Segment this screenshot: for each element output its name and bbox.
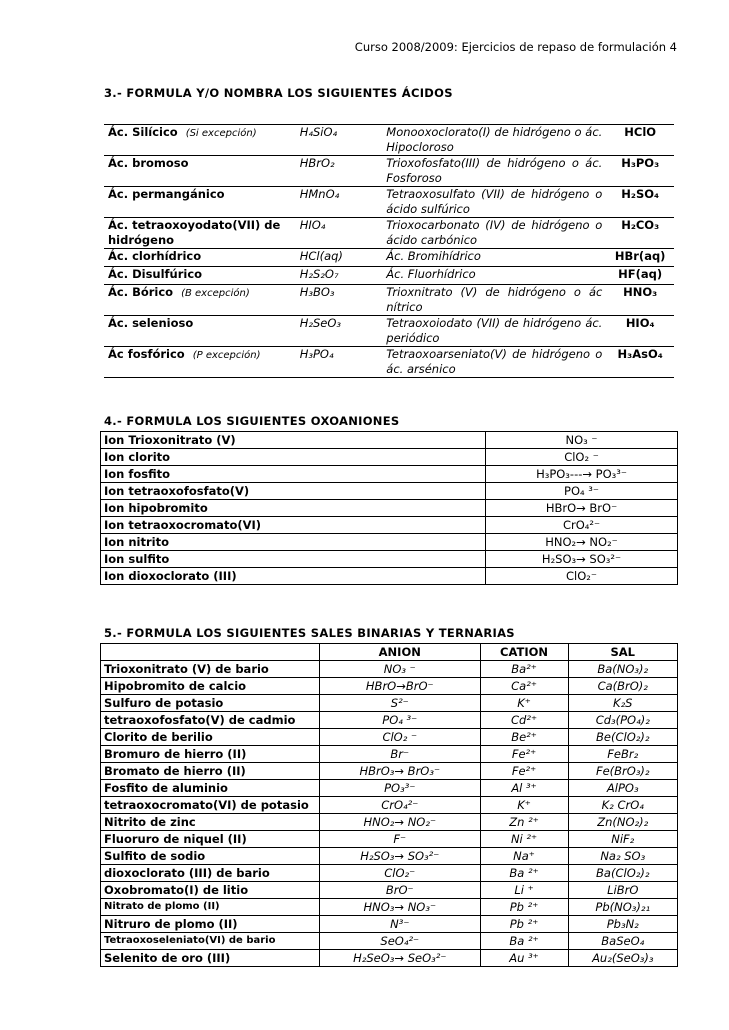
table-row: [101, 729, 678, 746]
exception-note: (P excepción): [192, 350, 261, 361]
ion-formula: HNO₂→ NO₂⁻: [486, 534, 678, 551]
section-5-title: 5.- FORMULA LOS SIGUIENTES SALES BINARIAS Y TERNARIAS: [104, 626, 515, 640]
anion-cell: PO₃³⁻: [320, 780, 481, 797]
acid-formula-2: H₃AsO₄: [617, 347, 663, 361]
acid-name: [104, 285, 296, 316]
acid-name-2: Tetraoxoarseniato(V) de hidrógeno o ác. arsénico: [386, 347, 603, 376]
salt-name: Bromato de hierro (II): [101, 763, 320, 780]
exception-note: (B excepción): [181, 288, 250, 299]
anion-cell: S²⁻: [320, 695, 481, 712]
table-row: [101, 678, 678, 695]
acid-formula-2: HIO₄: [625, 316, 655, 330]
table-row: [104, 187, 674, 218]
sal-cell: LiBrO: [568, 882, 677, 899]
acid-name: [104, 156, 296, 187]
table-row: [101, 865, 678, 882]
acid-name: [104, 249, 296, 267]
ion-name: Ion Trioxonitrato (V): [101, 432, 486, 449]
table-row: [101, 500, 678, 517]
table-row: [101, 831, 678, 848]
salt-name: Sulfito de sodio: [101, 848, 320, 865]
ion-formula: H₃PO₃---→ PO₃³⁻: [486, 466, 678, 483]
ion-formula: HBrO→ BrO⁻: [486, 500, 678, 517]
table-row: [101, 780, 678, 797]
anion-cell: HBrO₃→ BrO₃⁻: [320, 763, 481, 780]
ion-name: Ion tetraoxocromato(VI): [101, 517, 486, 534]
table-row: [101, 933, 678, 950]
cation-cell: Fe²⁺: [480, 763, 568, 780]
sal-cell: BaSeO₄: [568, 933, 677, 950]
anion-cell: HNO₂→ NO₂⁻: [320, 814, 481, 831]
acid-name-label: Ác. Disulfúrico: [108, 267, 203, 281]
table-row: [101, 517, 678, 534]
salt-name: tetraoxofosfato(V) de cadmio: [101, 712, 320, 729]
ion-formula: ClO₂ ⁻: [486, 449, 678, 466]
sal-cell: Be(ClO₂)₂: [568, 729, 677, 746]
acid-name-label: Ác. tetraoxoyodato(VII) de hidrógeno: [108, 218, 281, 247]
sal-cell: FeBr₂: [568, 746, 677, 763]
sal-cell: Zn(NO₂)₂: [568, 814, 677, 831]
sal-cell: NiF₂: [568, 831, 677, 848]
sal-cell: AlPO₃: [568, 780, 677, 797]
acid-formula: H₂S₂O₇: [299, 267, 339, 281]
table-row: [101, 483, 678, 500]
salt-name: Bromuro de hierro (II): [101, 746, 320, 763]
table-row: [101, 746, 678, 763]
cation-cell: Au ³⁺: [480, 950, 568, 967]
acid-formula-2: H₂SO₄: [621, 187, 660, 201]
table-row: [104, 285, 674, 316]
exception-note: (Si excepción): [185, 128, 257, 139]
acid-name: [104, 187, 296, 218]
page-header: Curso 2008/2009: Ejercicios de repaso de formulación 4: [354, 40, 677, 54]
anion-cell: HBrO→BrO⁻: [320, 678, 481, 695]
cation-cell: Li ⁺: [480, 882, 568, 899]
anion-cell: BrO⁻: [320, 882, 481, 899]
acid-name-label: Ác. bromoso: [108, 156, 189, 170]
table-row: [101, 797, 678, 814]
cation-cell: Al ³⁺: [480, 780, 568, 797]
ion-name: Ion sulfito: [101, 551, 486, 568]
acid-name: [104, 347, 296, 378]
sal-cell: Ca(BrO)₂: [568, 678, 677, 695]
cation-cell: Ba ²⁺: [480, 933, 568, 950]
acid-name-2: Ác. Fluorhídrico: [386, 267, 476, 281]
anion-cell: CrO₄²⁻: [320, 797, 481, 814]
table-row: [101, 432, 678, 449]
acid-formula: HIO₄: [299, 218, 326, 232]
cation-cell: Fe²⁺: [480, 746, 568, 763]
salt-name: Selenito de oro (III): [101, 950, 320, 967]
oxoanions-table: [100, 431, 678, 585]
anion-cell: N³⁻: [320, 916, 481, 933]
acid-name-2: Trioxofosfato(III) de hidrógeno o ác. Fosforoso: [386, 156, 603, 185]
acid-formula-2: H₂CO₃: [621, 218, 660, 232]
salt-name: Sulfuro de potasio: [101, 695, 320, 712]
cation-cell: K⁺: [480, 797, 568, 814]
cation-cell: Na⁺: [480, 848, 568, 865]
table-row: [104, 125, 674, 156]
anion-cell: ClO₂ ⁻: [320, 729, 481, 746]
acid-formula-2: H₃PO₃: [621, 156, 660, 170]
acid-name-label: Ác. permangánico: [108, 187, 225, 201]
ion-name: Ion nitrito: [101, 534, 486, 551]
acid-name-2: Tetraoxoiodato (VII) de hidrógeno ác. periódico: [386, 316, 603, 345]
sal-cell: Pb₃N₂: [568, 916, 677, 933]
table-row: [104, 218, 674, 249]
acid-name-2: Trioxnitrato (V) de hidrógeno o ác nítrico: [386, 285, 603, 314]
table-row: [101, 568, 678, 585]
anion-cell: NO₃ ⁻: [320, 661, 481, 678]
anion-cell: HNO₃→ NO₃⁻: [320, 899, 481, 916]
acid-formula: H₃BO₃: [299, 285, 335, 299]
acid-name-2: Monooxoclorato(I) de hidrógeno o ác. Hipocloroso: [386, 125, 603, 154]
sal-cell: K₂ CrO₄: [568, 797, 677, 814]
acid-name-2: Trioxocarbonato (IV) de hidrógeno o ácido carbónico: [386, 218, 603, 247]
table-row: [101, 916, 678, 933]
acid-name-2: Ác. Bromihídrico: [386, 249, 481, 263]
acid-formula-2: HBr(aq): [614, 249, 666, 263]
acid-formula: HBrO₂: [299, 156, 335, 170]
acid-formula: HCl(aq): [299, 249, 343, 263]
table-row: [104, 316, 674, 347]
ion-name: Ion dioxoclorato (III): [101, 568, 486, 585]
cation-cell: Ca²⁺: [480, 678, 568, 695]
ion-formula: PO₄ ³⁻: [486, 483, 678, 500]
anion-cell: SeO₄²⁻: [320, 933, 481, 950]
salt-name: Tetraoxoseleniato(VI) de bario: [101, 933, 320, 950]
salt-name: Nitruro de plomo (II): [101, 916, 320, 933]
table-row: [101, 551, 678, 568]
sal-cell: Ba(ClO₂)₂: [568, 865, 677, 882]
table-row: [101, 534, 678, 551]
sal-cell: Na₂ SO₃: [568, 848, 677, 865]
sal-cell: Fe(BrO₃)₂: [568, 763, 677, 780]
salt-name: Trioxonitrato (V) de bario: [101, 661, 320, 678]
anion-cell: F⁻: [320, 831, 481, 848]
ion-formula: ClO₂⁻: [486, 568, 678, 585]
sal-cell: Au₂(SeO₃)₃: [568, 950, 677, 967]
anion-cell: H₂SeO₃→ SeO₃²⁻: [320, 950, 481, 967]
acid-formula: H₂SeO₃: [299, 316, 342, 330]
salts-table: [100, 643, 678, 967]
section-4-title: 4.- FORMULA LOS SIGUIENTES OXOANIONES: [104, 414, 400, 428]
anion-header: ANION: [320, 644, 481, 661]
section-3-title: 3.- FORMULA Y/O NOMBRA LOS SIGUIENTES ÁCIDOS: [104, 86, 453, 100]
salt-name: Nitrito de zinc: [101, 814, 320, 831]
cation-header: CATION: [480, 644, 568, 661]
acid-formula: H₃PO₄: [299, 347, 334, 361]
acids-table: [104, 124, 674, 378]
salt-name: Fosfito de aluminio: [101, 780, 320, 797]
table-header-row: [101, 644, 678, 661]
anion-cell: PO₄ ³⁻: [320, 712, 481, 729]
sal-cell: Pb(NO₃)₂₁: [568, 899, 677, 916]
acid-name-2: Tetraoxosulfato (VII) de hidrógeno o ácido sulfúrico: [386, 187, 603, 216]
cation-cell: Pb ²⁺: [480, 916, 568, 933]
table-row: [101, 695, 678, 712]
sal-cell: Cd₃(PO₄)₂: [568, 712, 677, 729]
ion-formula: CrO₄²⁻: [486, 517, 678, 534]
sal-cell: Ba(NO₃)₂: [568, 661, 677, 678]
acid-name: [104, 218, 296, 249]
acid-name: [104, 125, 296, 156]
cation-cell: Zn ²⁺: [480, 814, 568, 831]
ion-name: Ion clorito: [101, 449, 486, 466]
table-row: [104, 249, 674, 267]
salt-name: Hipobromito de calcio: [101, 678, 320, 695]
acid-formula-2: HClO: [624, 125, 657, 139]
acid-name-label: Ác fosfórico: [108, 347, 185, 361]
sal-cell: K₂S: [568, 695, 677, 712]
acid-name-label: Ác. Bórico: [108, 285, 174, 299]
table-row: [101, 763, 678, 780]
ion-name: Ion hipobromito: [101, 500, 486, 517]
cation-cell: Be²⁺: [480, 729, 568, 746]
ion-formula: H₂SO₃→ SO₃²⁻: [486, 551, 678, 568]
acid-formula-2: HF(aq): [618, 267, 663, 281]
blank-header: [101, 644, 320, 661]
acid-name: [104, 316, 296, 347]
table-row: [101, 466, 678, 483]
acid-name: [104, 267, 296, 285]
salt-name: dioxoclorato (III) de bario: [101, 865, 320, 882]
anion-cell: ClO₂⁻: [320, 865, 481, 882]
anion-cell: Br⁻: [320, 746, 481, 763]
ion-formula: NO₃ ⁻: [486, 432, 678, 449]
table-row: [101, 449, 678, 466]
acid-formula-2: HNO₃: [623, 285, 658, 299]
table-row: [101, 882, 678, 899]
anion-cell: H₂SO₃→ SO₃²⁻: [320, 848, 481, 865]
table-row: [104, 267, 674, 285]
ion-name: Ion tetraoxofosfato(V): [101, 483, 486, 500]
cation-cell: Ba ²⁺: [480, 865, 568, 882]
acid-name-label: Ác. Silícico: [108, 125, 178, 139]
salt-name: Oxobromato(I) de litio: [101, 882, 320, 899]
salt-name: Nitrato de plomo (II): [101, 899, 320, 916]
table-row: [104, 347, 674, 378]
table-row: [101, 848, 678, 865]
cation-cell: Pb ²⁺: [480, 899, 568, 916]
salt-name: Fluoruro de niquel (II): [101, 831, 320, 848]
table-row: [104, 156, 674, 187]
cation-cell: Ba²⁺: [480, 661, 568, 678]
salt-name: tetraoxocromato(VI) de potasio: [101, 797, 320, 814]
acid-name-label: Ác. clorhídrico: [108, 249, 202, 263]
table-row: [101, 950, 678, 967]
acid-name-label: Ác. selenioso: [108, 316, 194, 330]
table-row: [101, 814, 678, 831]
cation-cell: K⁺: [480, 695, 568, 712]
table-row: [101, 712, 678, 729]
ion-name: Ion fosfito: [101, 466, 486, 483]
acid-formula: H₄SiO₄: [299, 125, 338, 139]
table-row: [101, 899, 678, 916]
table-row: [101, 661, 678, 678]
salt-name: Clorito de berilio: [101, 729, 320, 746]
sal-header: SAL: [568, 644, 677, 661]
cation-cell: Cd²⁺: [480, 712, 568, 729]
cation-cell: Ni ²⁺: [480, 831, 568, 848]
acid-formula: HMnO₄: [299, 187, 340, 201]
